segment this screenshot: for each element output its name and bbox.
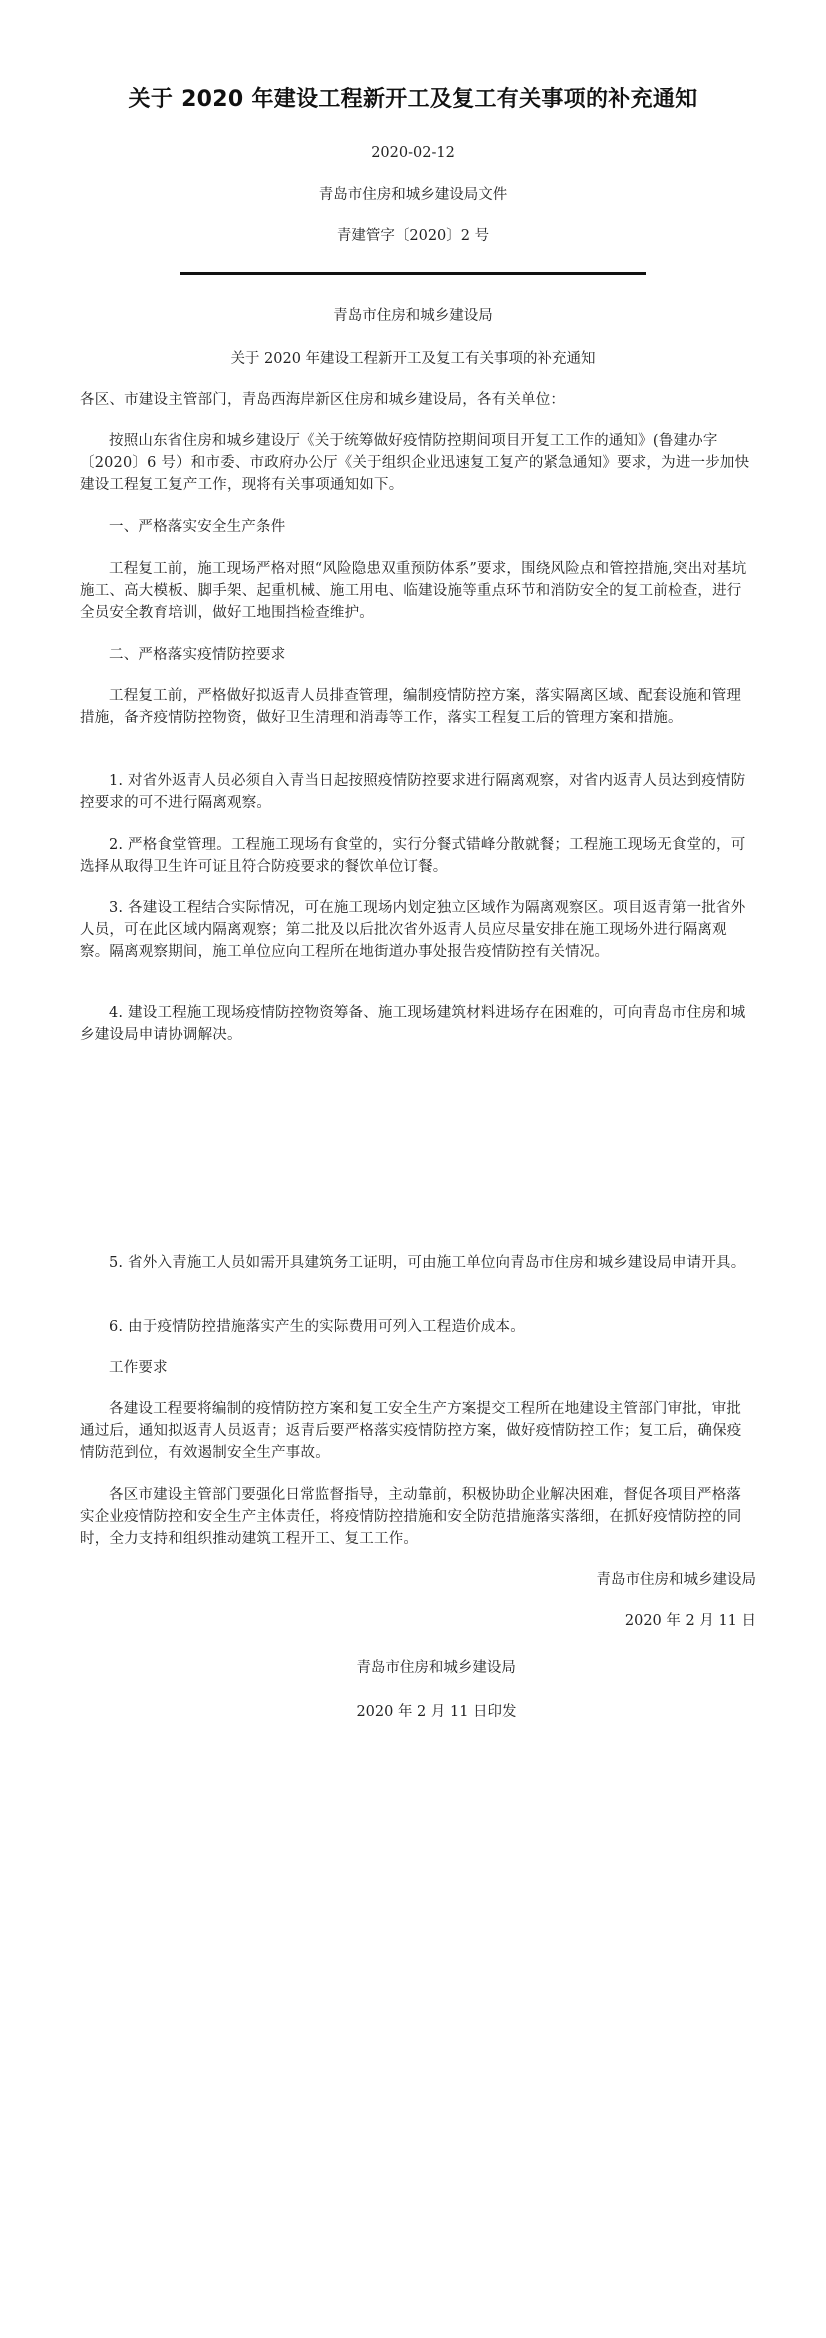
list-item-4: 4. 建设工程施工现场疫情防控物资筹备、施工现场建筑材料进场存在困难的，可向青岛市住房和城乡建设局申请协调解决。 xyxy=(80,1005,746,1043)
section1-paragraph: 工程复工前，施工现场严格对照“风险隐患双重预防体系”要求，围绕风险点和管控措施,突出对基坑施工、高大模板、脚手架、起重机械、施工用电、临建设施等重点环节和消防安全的复工前检查，进行全员安全教育培训，做好工地围挡检查维护。 xyxy=(80,561,747,621)
section2-paragraph: 工程复工前，严格做好拟返青人员排查管理，编制疫情防控方案，落实隔离区域、配套设施和管理措施，备齐疫情防控物资，做好卫生清理和消毒等工作，落实工程复工后的管理方案和措施。 xyxy=(80,688,742,726)
document-number: 青建管字〔2020〕2 号 xyxy=(336,228,490,244)
printed-date: 2020 年 2 月 11 日印发 xyxy=(356,1704,517,1720)
signature-date: 2020 年 2 月 11 日 xyxy=(624,1613,756,1629)
notice-subtitle: 关于 2020 年建设工程新开工及复工有关事项的补充通知 xyxy=(230,351,596,367)
list-item-5: 5. 省外入青施工人员如需开具建筑务工证明，可由施工单位向青岛市住房和城乡建设局申请开具。 xyxy=(109,1255,746,1271)
section1-heading: 一、严格落实安全生产条件 xyxy=(109,519,286,535)
issuing-office: 青岛市住房和城乡建设局文件 xyxy=(318,187,508,203)
list-item-2: 2. 严格食堂管理。工程施工现场有食堂的，实行分餐式错峰分散就餐；工程施工现场无食堂的，可选择从取得卫生许可证且符合防疫要求的餐饮单位订餐。 xyxy=(80,837,746,875)
section2-heading: 二、严格落实疫情防控要求 xyxy=(109,647,286,663)
printed-by: 青岛市住房和城乡建设局 xyxy=(356,1660,516,1676)
publish-date: 2020-02-12 xyxy=(371,145,455,161)
work-requirements-heading: 工作要求 xyxy=(109,1360,168,1376)
list-item-1: 1. 对省外返青人员必须自入青当日起按照疫情防控要求进行隔离观察，对省内返青人员达到疫情防控要求的可不进行隔离观察。 xyxy=(80,773,746,811)
signature-organization: 青岛市住房和城乡建设局 xyxy=(596,1572,756,1588)
sender-name: 青岛市住房和城乡建设局 xyxy=(333,308,493,324)
addressees: 各区、市建设主管部门，青岛西海岸新区住房和城乡建设局，各有关单位： xyxy=(80,392,566,408)
list-item-3: 3. 各建设工程结合实际情况，可在施工现场内划定独立区域作为隔离观察区。项目返青第一批省外人员，可在此区域内隔离观察；第二批及以后批次省外返青人员应尽量安排在施工现场外进行隔离观察。隔离观察期间，施工单位应向工程所在地街道办事处报告疫情防控有关情况。 xyxy=(80,900,746,960)
document-title: 关于 2020 年建设工程新开工及复工有关事项的补充通知 xyxy=(128,87,698,112)
header-divider xyxy=(180,272,646,275)
list-item-6: 6. 由于疫情防控措施落实产生的实际费用可列入工程造价成本。 xyxy=(109,1319,525,1335)
intro-paragraph: 按照山东省住房和城乡建设厅《关于统筹做好疫情防控期间项目开复工工作的通知》(鲁建办字〔2020〕6 号）和市委、市政府办公厅《关于组织企业迅速复工复产的紧急通知》要求，为进一步加快建设工程复工复产工作，现将有关事项通知如下。 xyxy=(80,433,750,493)
print-footer xyxy=(338,1635,752,1745)
work-requirements-paragraph-2: 各区市建设主管部门要强化日常监督指导，主动靠前，积极协助企业解决困难，督促各项目严格落实企业疫情防控和安全生产主体责任，将疫情防控措施和安全防范措施落实落细，在抓好疫情防控的同时，全力支持和组织推动建筑工程开工、复工工作。 xyxy=(80,1487,742,1547)
work-requirements-paragraph-1: 各建设工程要将编制的疫情防控方案和复工安全生产方案提交工程所在地建设主管部门审批，审批通过后，通知拟返青人员返青；返青后要严格落实疫情防控方案，做好疫情防控工作；复工后，确保疫情防范到位，有效遏制安全生产事故。 xyxy=(80,1401,742,1461)
